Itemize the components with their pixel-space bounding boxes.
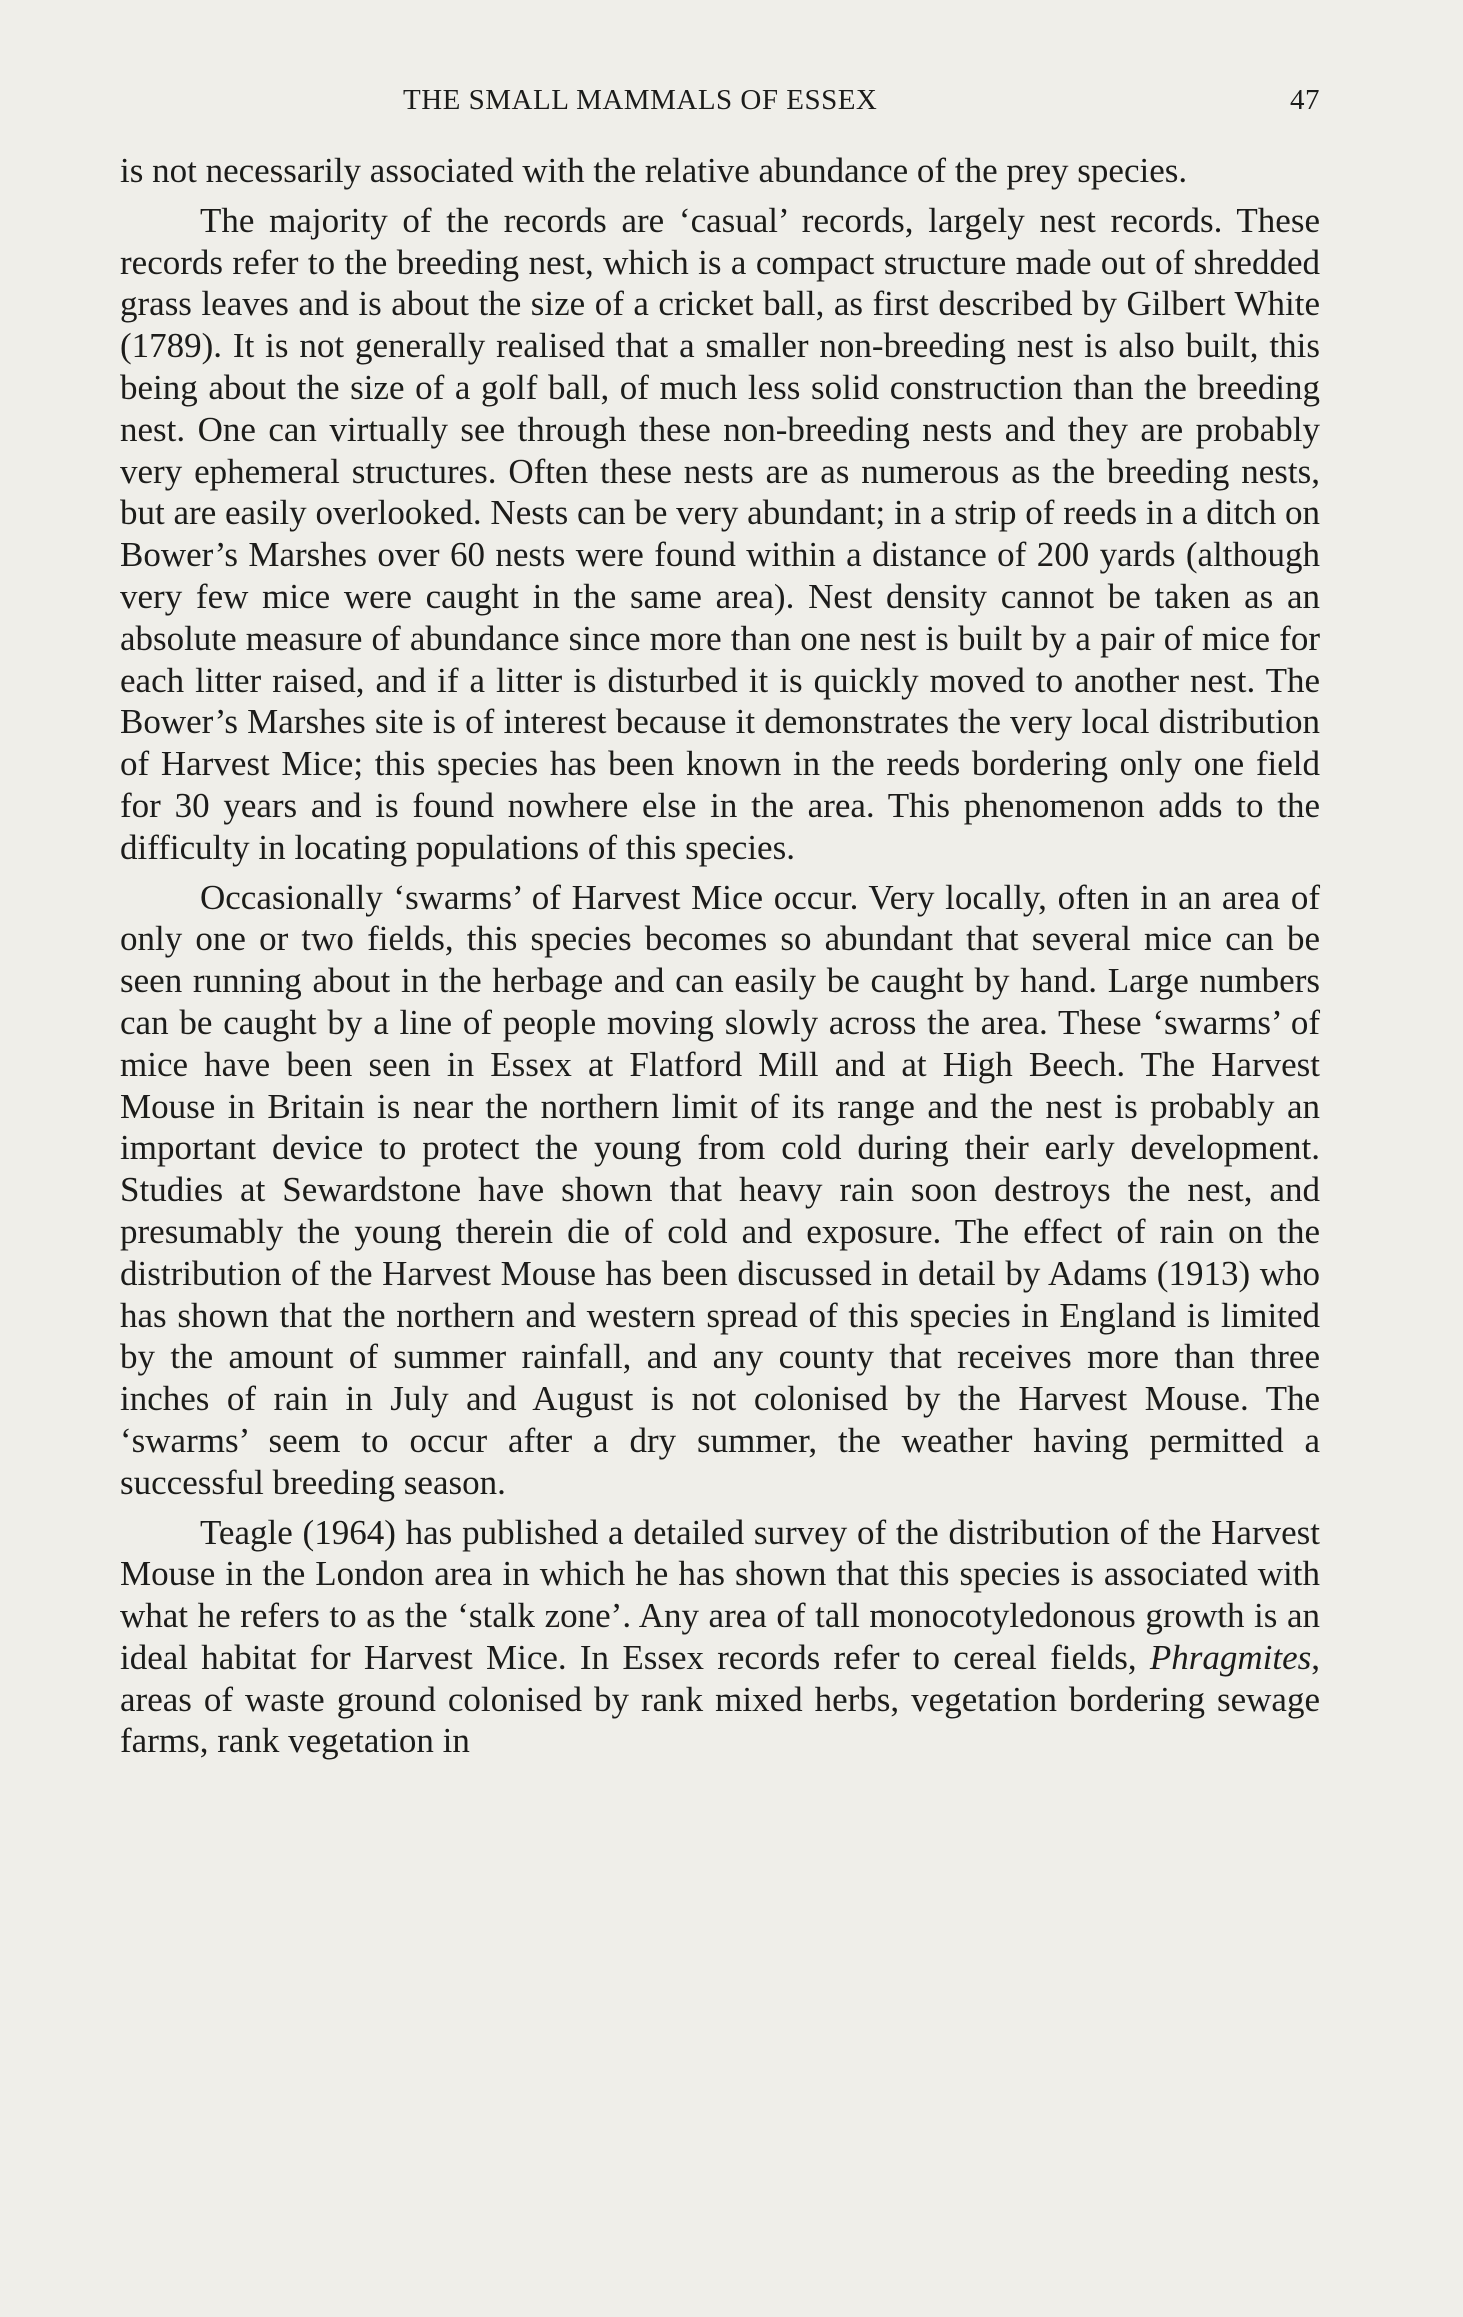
page-number: 47 xyxy=(1290,84,1320,116)
paragraph-nest-records: The majority of the records are ‘casual’ records, largely nest records. These records refer to the breeding nest, which is a compact structure made out of shredded grass leaves and is about the size of a cricket ball, as first described by Gilbert White (1789). It is not generally realised that a smaller non-breeding nest is also built, this being about the size of a golf ball, of much less solid construction than the breeding nest. One can virtually see through these non-breeding nests and they are probably very ephemeral structures. Often these nests are as numerous as the breeding nests, but are easily overlooked. Nests can be very abundant; in a strip of reeds in a ditch on Bower’s Marshes over 60 nests were found within a distance of 200 yards (although very few mice were caught in the same area). Nest density cannot be taken as an absolute measure of abundance since more than one nest is built by a pair of mice for each litter raised, and if a litter is disturbed it is quickly moved to another nest. The Bower’s Marshes site is of interest because it demonstrates the very local distribution of Harvest Mice; this species has been known in the reeds bordering only one field for 30 years and is found nowhere else in the area. This phenomenon adds to the difficulty in locating populations of this species. xyxy=(120,200,1320,867)
paragraph-continuation: is not necessarily associated with the relative abundance of the prey species. xyxy=(120,151,1188,190)
running-title: THE SMALL MAMMALS OF ESSEX xyxy=(403,84,878,116)
body-text xyxy=(120,150,1320,1770)
paragraph-teagle-survey: Teagle (1964) has published a detailed survey of the distribution of the Harvest Mouse in the London area in which he has shown that this species is associated with what he refers to as the ‘stalk zone’. Any area of tall monocotyledonous growth is an ideal habitat for Harvest Mice. In Essex records refer to cereal fields, Phragmites, areas of waste ground colonised by rank mixed herbs, vegetation bordering sewage farms, rank vegetation in xyxy=(120,1512,1320,1761)
paragraph-swarms: Occasionally ‘swarms’ of Harvest Mice occur. Very locally, often in an area of only one or two fields, this species becomes so abundant that several mice can be seen running about in the herbage and can easily be caught by hand. Large numbers can be caught by a line of people moving slowly across the area. These ‘swarms’ of mice have been seen in Essex at Flatford Mill and at High Beech. The Harvest Mouse in Britain is near the northern limit of its range and the nest is probably an important device to protect the young from cold during their early development. Studies at Sewardstone have shown that heavy rain soon destroys the nest, and presumably the young therein die of cold and exposure. The effect of rain on the distribution of the Harvest Mouse has been discussed in detail by Adams (1913) who has shown that the northern and western spread of this species in England is limited by the amount of summer rainfall, and any county that receives more than three inches of rain in July and August is not colonised by the Harvest Mouse. The ‘swarms’ seem to occur after a dry summer, the weather having permitted a successful breeding season. xyxy=(120,877,1320,1502)
running-head xyxy=(120,84,1320,124)
genus-name-italic: Phragmites xyxy=(1149,1637,1312,1677)
